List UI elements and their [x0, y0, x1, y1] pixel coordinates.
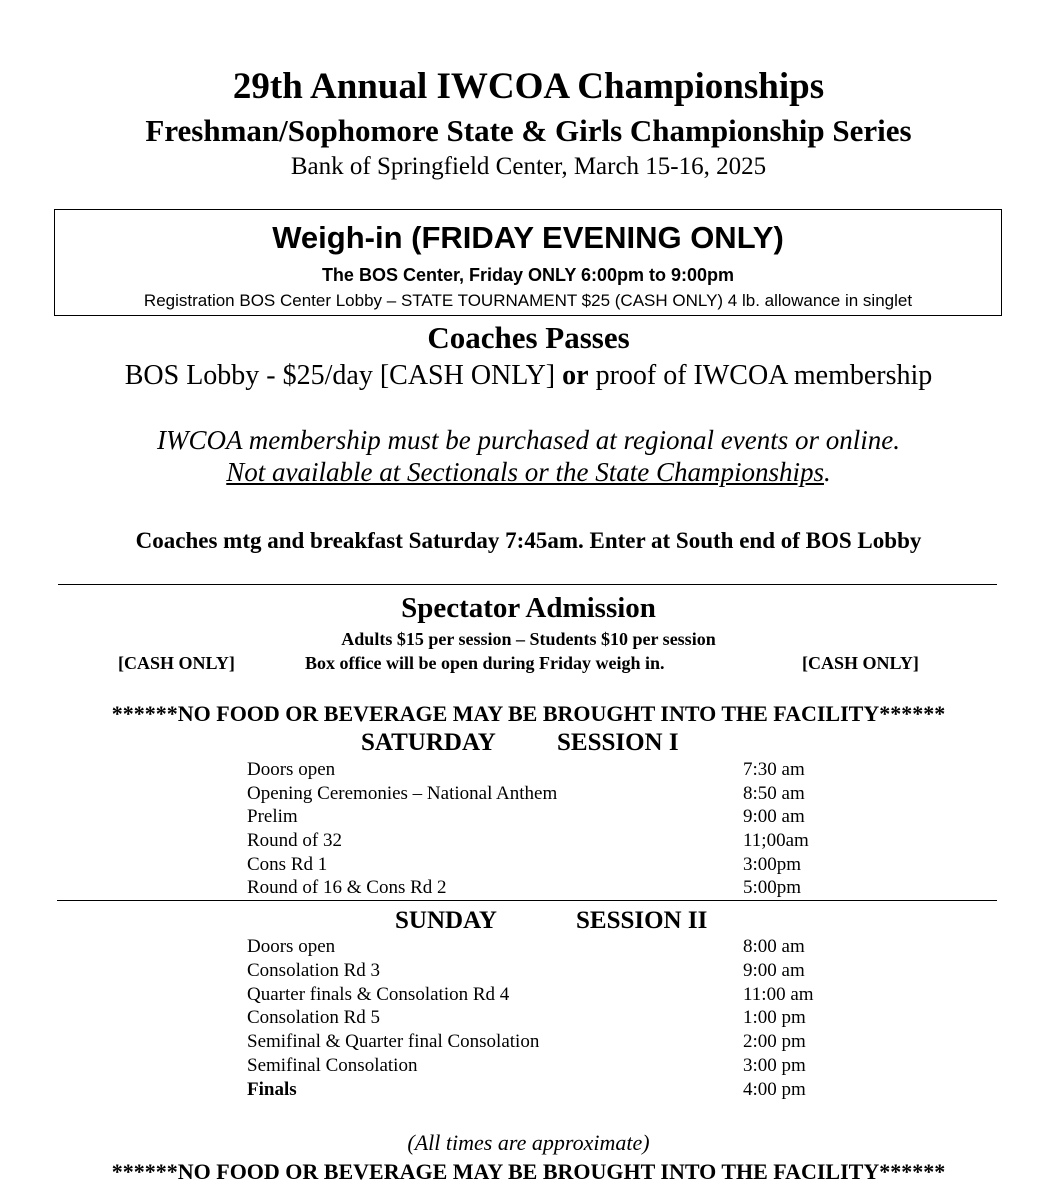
no-food-notice: ******NO FOOD OR BEVERAGE MAY BE BROUGHT INTO THE FACILITY****** — [111, 701, 946, 726]
saturday-event: Doors open — [247, 759, 336, 780]
coaches-passes-price: BOS Lobby - $25/day [CASH ONLY] — [124, 360, 563, 391]
sunday-time: 1:00 pm — [743, 1007, 806, 1028]
sunday-event-finals: Finals — [247, 1079, 297, 1100]
sunday-event: Consolation Rd 5 — [247, 1007, 381, 1028]
saturday-time: 8:50 am — [743, 783, 805, 804]
page-subtitle: Freshman/Sophomore State & Girls Championship Series — [145, 113, 912, 148]
saturday-time: 3:00pm — [743, 854, 802, 875]
membership-not-available — [0, 455, 1057, 489]
divider-top — [58, 584, 997, 585]
saturday-day: SATURDAY — [361, 729, 496, 756]
sunday-session: SESSION II — [576, 907, 708, 934]
coaches-meeting: Coaches mtg and breakfast Saturday 7:45am. Enter at South end of BOS Lobby — [135, 528, 922, 553]
not-available-text: Not available at Sectionals or the State Championships — [226, 457, 824, 487]
saturday-event: Opening Ceremonies – National Anthem — [247, 783, 558, 804]
weigh-in-heading: Weigh-in (FRIDAY EVENING ONLY) — [272, 220, 784, 255]
page-title: 29th Annual IWCOA Championships — [232, 66, 825, 107]
sunday-event: Consolation Rd 3 — [247, 960, 381, 981]
sunday-time: 11:00 am — [743, 984, 814, 1005]
coaches-passes-or: or — [562, 360, 589, 391]
membership-note: IWCOA membership must be purchased at regional events or online. — [157, 425, 900, 455]
not-available-period: . — [823, 457, 831, 487]
sunday-event: Doors open — [247, 936, 336, 957]
sunday-time: 3:00 pm — [743, 1055, 806, 1076]
saturday-time: 5:00pm — [743, 877, 802, 898]
sunday-time: 4:00 pm — [743, 1079, 806, 1100]
saturday-time: 11;00am — [743, 830, 809, 851]
spectator-heading: Spectator Admission — [401, 592, 656, 624]
sunday-day: SUNDAY — [395, 907, 497, 934]
weigh-in-time: The BOS Center, Friday ONLY 6:00pm to 9:00pm — [321, 265, 735, 285]
spectator-prices: Adults $15 per session – Students $10 per session — [341, 629, 716, 649]
weigh-in-registration: Registration BOS Center Lobby – STATE TOURNAMENT $25 (CASH ONLY) 4 lb. allowance in singlet — [143, 291, 913, 310]
sunday-event: Quarter finals & Consolation Rd 4 — [247, 984, 510, 1005]
sunday-time: 8:00 am — [743, 936, 805, 957]
coaches-passes-line — [0, 358, 1057, 394]
sunday-event: Semifinal Consolation — [247, 1055, 418, 1076]
weigh-in-box — [54, 209, 1002, 316]
no-food-notice-footer: ******NO FOOD OR BEVERAGE MAY BE BROUGHT INTO THE FACILITY****** — [111, 1159, 946, 1184]
cash-only-right: [CASH ONLY] — [802, 653, 919, 673]
saturday-time: 9:00 am — [743, 806, 805, 827]
divider-sessions — [57, 900, 997, 901]
venue-date: Bank of Springfield Center, March 15-16, 2025 — [290, 153, 767, 180]
coaches-passes-membership: proof of IWCOA membership — [588, 360, 933, 391]
sunday-time: 2:00 pm — [743, 1031, 806, 1052]
saturday-event: Round of 32 — [247, 830, 342, 851]
saturday-event: Cons Rd 1 — [247, 854, 328, 875]
coaches-passes-heading: Coaches Passes — [427, 320, 630, 355]
sunday-time: 9:00 am — [743, 960, 805, 981]
sunday-event: Semifinal & Quarter final Consolation — [247, 1031, 540, 1052]
cash-only-left: [CASH ONLY] — [118, 653, 235, 673]
saturday-event: Round of 16 & Cons Rd 2 — [247, 877, 447, 898]
box-office-note: Box office will be open during Friday weigh in. — [305, 653, 665, 673]
times-approximate-note: (All times are approximate) — [407, 1130, 650, 1155]
saturday-time: 7:30 am — [743, 759, 805, 780]
saturday-event: Prelim — [247, 806, 298, 827]
saturday-session: SESSION I — [557, 729, 679, 756]
